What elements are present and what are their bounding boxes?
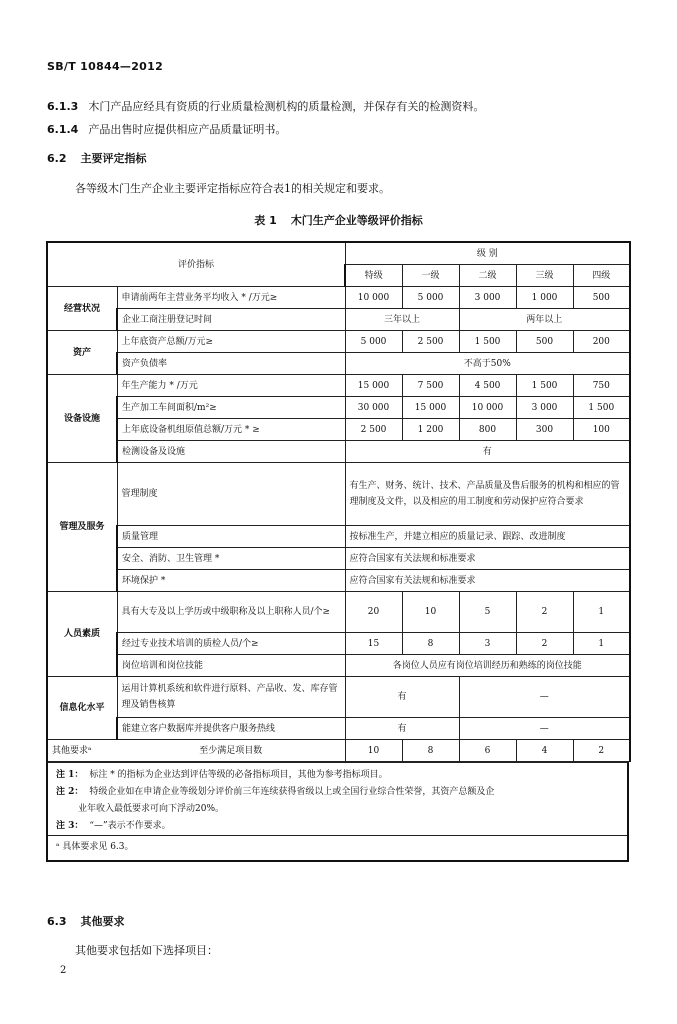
level-2: 二级 — [459, 265, 516, 287]
value-cell: 有 — [345, 718, 459, 740]
clause-number: 6.1.4 — [47, 123, 79, 136]
table-row — [47, 592, 630, 633]
note-2 — [48, 784, 627, 801]
value-cell: 有 — [345, 441, 630, 463]
table-row — [47, 309, 630, 331]
value-cell: 3 000 — [459, 287, 516, 309]
indicator-safety: 安全、消防、卫生管理 * — [117, 548, 345, 570]
value-cell: 6 — [459, 740, 516, 762]
value-cell: 2 500 — [345, 419, 402, 441]
table-row — [47, 526, 630, 548]
section-title: 主要评定指标 — [80, 152, 147, 165]
table-row — [47, 740, 630, 762]
indicator-registration: 企业工商注册登记时间 — [117, 309, 345, 331]
table-row — [47, 287, 630, 309]
table-row — [47, 633, 630, 655]
section-6-3-intro: 其他要求包括如下选择项目： — [75, 944, 218, 957]
level-header: 级 别 — [345, 242, 630, 265]
table-row — [47, 463, 630, 526]
table-row — [47, 548, 630, 570]
value-cell: 8 — [402, 740, 459, 762]
value-cell: — — [459, 718, 630, 740]
value-cell: 300 — [516, 419, 573, 441]
value-cell: 按标准生产，并建立相应的质量记录、跟踪、改进制度 — [345, 526, 630, 548]
section-title: 其他要求 — [80, 915, 125, 928]
evaluation-table-container — [46, 241, 629, 862]
indicator-staff-degree: 具有大专及以上学历或中级职称及以上职称人员/个≥ — [117, 592, 345, 633]
value-cell: 500 — [516, 331, 573, 353]
note-label: 注 1： — [56, 770, 84, 780]
table-title: 木门生产企业等级评价指标 — [290, 214, 423, 227]
value-cell: 有生产、财务、统计、技术、产品质量及售后服务的机构和相应的管理制度及文件，以及相应的用工制度和劳动保护应符合要求 — [345, 463, 630, 526]
table-caption — [0, 212, 677, 228]
value-cell: 1 500 — [573, 397, 630, 419]
table-number: 表 1 — [254, 214, 277, 227]
value-cell: 1 — [573, 592, 630, 633]
value-cell: 1 500 — [459, 331, 516, 353]
indicator-environment: 环境保护 * — [117, 570, 345, 592]
level-1: 一级 — [402, 265, 459, 287]
value-cell: 2 500 — [402, 331, 459, 353]
value-cell: 20 — [345, 592, 402, 633]
indicator-quality-mgmt: 质量管理 — [117, 526, 345, 548]
note-2-continued — [48, 801, 627, 818]
value-cell: 两年以上 — [459, 309, 630, 331]
value-cell: 1 — [573, 633, 630, 655]
indicator-total-assets: 上年底资产总额/万元≥ — [117, 331, 345, 353]
note-3 — [48, 818, 627, 835]
table-notes — [46, 762, 629, 862]
clause-6-1-4 — [47, 121, 286, 137]
table-row — [47, 375, 630, 397]
value-cell: 2 — [516, 592, 573, 633]
table-row — [47, 331, 630, 353]
value-cell: 100 — [573, 419, 630, 441]
level-special: 特级 — [345, 265, 402, 287]
section-6-2-intro: 各等级木门生产企业主要评定指标应符合表1的相关规定和要求。 — [75, 182, 390, 195]
indicator-it-system: 运用计算机系统和软件进行原料、产品收、发、库存管理及销售核算 — [117, 677, 345, 718]
value-cell: 15 000 — [402, 397, 459, 419]
value-cell: 10 000 — [345, 287, 402, 309]
table-row — [47, 570, 630, 592]
clause-text: 产品出售时应提供相应产品质量证明书。 — [88, 123, 287, 136]
value-cell: 3 000 — [516, 397, 573, 419]
value-cell: 15 000 — [345, 375, 402, 397]
value-cell: 10 — [345, 740, 402, 762]
section-6-2-heading — [47, 150, 147, 166]
section-6-3-heading — [47, 913, 125, 929]
evaluation-table — [46, 241, 631, 762]
indicator-capacity: 年生产能力 * /万元 — [117, 375, 345, 397]
note-1 — [48, 767, 627, 784]
value-cell: 1 500 — [516, 375, 573, 397]
value-cell: 200 — [573, 331, 630, 353]
value-cell: 10 — [402, 592, 459, 633]
indicator-income: 申请前两年主营业务平均收入 * /万元≥ — [117, 287, 345, 309]
indicator-inspectors: 经过专业技术培训的质检人员/个≥ — [117, 633, 345, 655]
clause-number: 6.1.3 — [47, 100, 79, 113]
note-label: 注 3： — [56, 821, 84, 831]
category-info: 信息化水平 — [47, 677, 117, 740]
header-row — [47, 242, 630, 265]
standard-number: SB/T 10844—2012 — [47, 60, 164, 73]
value-cell: 不高于50% — [345, 353, 630, 375]
clause-text: 木门产品应经具有资质的行业质量检测机构的质量检测，并保存有关的检测资料。 — [88, 100, 485, 113]
note-text: 标注 * 的指标为企业达到评估等级的必备指标项目，其他为参考指标项目。 — [89, 770, 388, 780]
category-personnel: 人员素质 — [47, 592, 117, 677]
value-cell: 应符合国家有关法规和标准要求 — [345, 570, 630, 592]
value-cell: 10 000 — [459, 397, 516, 419]
indicator-crm: 能建立客户数据库并提供客户服务热线 — [117, 718, 345, 740]
value-cell: 1 000 — [516, 287, 573, 309]
table-footnote: ᵃ 具体要求见 6.3。 — [48, 835, 627, 858]
level-4: 四级 — [573, 265, 630, 287]
category-management: 管理及服务 — [47, 463, 117, 592]
table-row — [47, 441, 630, 463]
value-cell: 三年以上 — [345, 309, 459, 331]
value-cell: 4 500 — [459, 375, 516, 397]
category-other: 其他要求ᵃ — [47, 740, 117, 762]
value-cell: 8 — [402, 633, 459, 655]
value-cell: 30 000 — [345, 397, 402, 419]
section-number: 6.2 — [47, 152, 67, 165]
category-assets: 资产 — [47, 331, 117, 375]
table-row — [47, 655, 630, 677]
note-text: 特级企业如在申请企业等级划分评价前三年连续获得省级以上或全国行业综合性荣誉，其资产总额及企 — [89, 787, 495, 797]
value-cell: 1 200 — [402, 419, 459, 441]
table-row — [47, 419, 630, 441]
indicator-workshop: 生产加工车间面积/m²≥ — [117, 397, 345, 419]
value-cell: 500 — [573, 287, 630, 309]
indicator-inspection: 检测设备及设施 — [117, 441, 345, 463]
value-cell: 15 — [345, 633, 402, 655]
value-cell: 4 — [516, 740, 573, 762]
note-label: 注 2： — [56, 787, 84, 797]
value-cell: 5 000 — [402, 287, 459, 309]
value-cell: 750 — [573, 375, 630, 397]
indicator-debt-ratio: 资产负债率 — [117, 353, 345, 375]
value-cell: 3 — [459, 633, 516, 655]
category-business: 经营状况 — [47, 287, 117, 331]
value-cell: 2 — [516, 633, 573, 655]
note-text: “—”表示不作要求。 — [89, 821, 171, 831]
value-cell: 2 — [573, 740, 630, 762]
table-row — [47, 677, 630, 718]
value-cell: 5 — [459, 592, 516, 633]
value-cell: — — [459, 677, 630, 718]
value-cell: 7 500 — [402, 375, 459, 397]
table-row — [47, 353, 630, 375]
value-cell: 应符合国家有关法规和标准要求 — [345, 548, 630, 570]
value-cell: 5 000 — [345, 331, 402, 353]
indicator-other-req: 至少满足项目数 — [117, 740, 345, 762]
page-number: 2 — [60, 965, 67, 976]
value-cell: 有 — [345, 677, 459, 718]
level-3: 三级 — [516, 265, 573, 287]
table-row — [47, 718, 630, 740]
table-row — [47, 397, 630, 419]
category-equipment: 设备设施 — [47, 375, 117, 463]
value-cell: 各岗位人员应有岗位培训经历和熟练的岗位技能 — [345, 655, 630, 677]
indicator-equipment-value: 上年底设备机组原值总额/万元 * ≥ — [117, 419, 345, 441]
indicator-training: 岗位培训和岗位技能 — [117, 655, 345, 677]
value-cell: 800 — [459, 419, 516, 441]
indicator-header: 评价指标 — [47, 242, 345, 287]
clause-6-1-3 — [47, 98, 484, 114]
note-text: 业年收入最低要求可向下浮动20%。 — [78, 804, 225, 814]
indicator-mgmt-system: 管理制度 — [117, 463, 345, 526]
section-number: 6.3 — [47, 915, 67, 928]
